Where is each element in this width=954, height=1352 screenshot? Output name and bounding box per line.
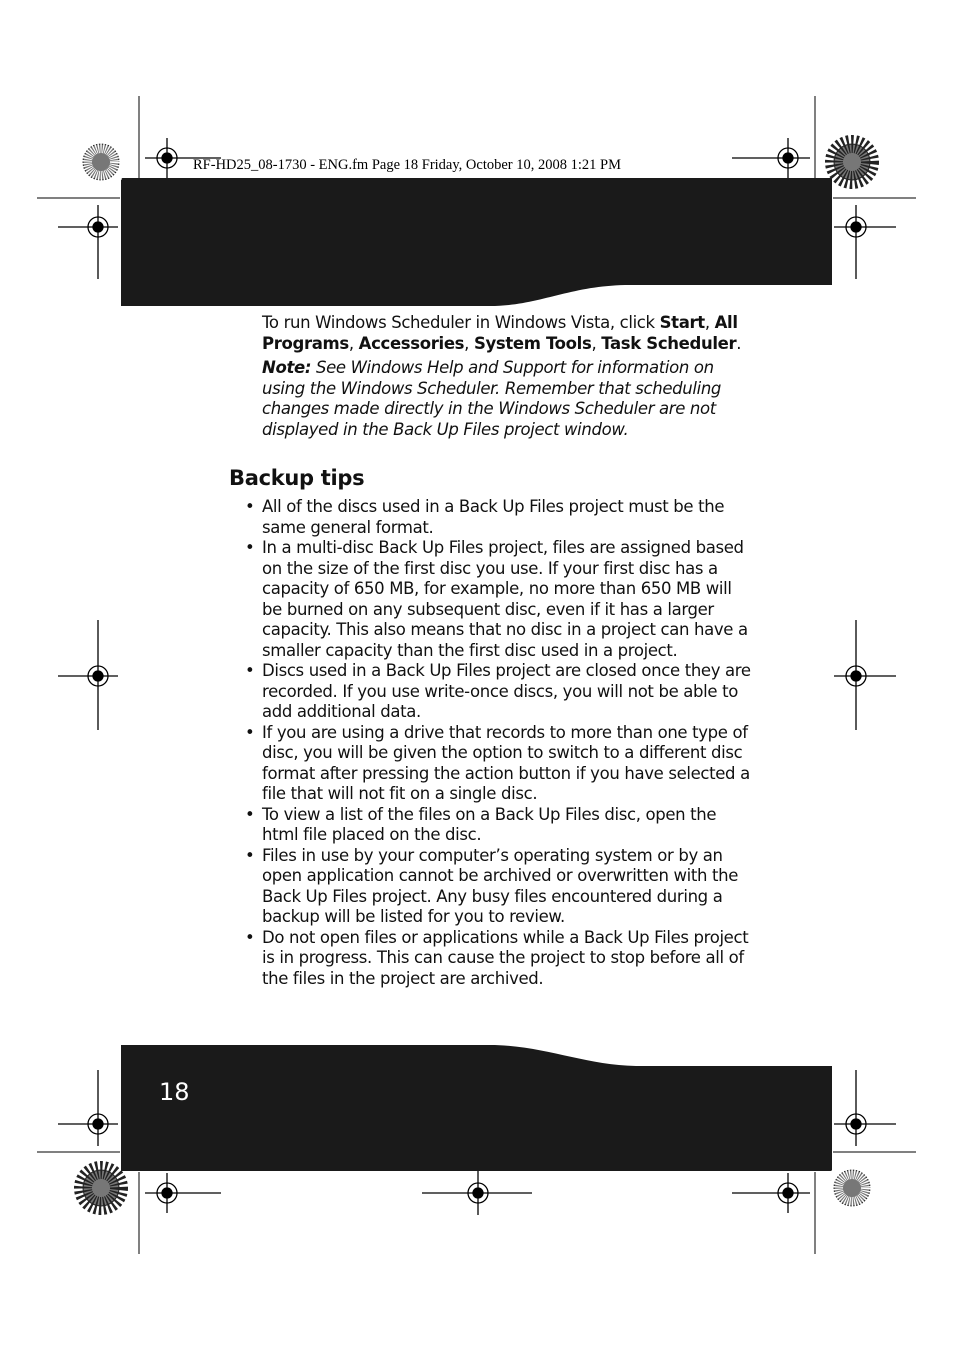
file-info-header: RF-HD25_08-1730 - ENG.fm Page 18 Friday, October 10, 2008 1:21 PM — [193, 157, 621, 173]
tip-text: Do not open files or applications while a Back Up Files project is in progress. This can cause the project to stop before all of the files in the project are archived. — [262, 927, 749, 988]
separator: , — [464, 333, 474, 353]
intro-text: To run Windows Scheduler in Windows Vista, click — [262, 313, 660, 332]
header-band — [121, 178, 832, 306]
separator: , — [704, 313, 715, 332]
tips-list — [245, 497, 752, 989]
tip-text: To view a list of the files on a Back Up Files disc, open the html file placed on the disc. — [262, 804, 717, 844]
bullet-icon: • — [245, 804, 255, 824]
start-term: Start — [659, 313, 705, 332]
bullet-icon: • — [245, 497, 255, 516]
list-item — [245, 927, 752, 990]
section-heading: Backup tips — [229, 466, 365, 490]
bullet-icon: • — [245, 927, 255, 947]
bullet-icon: • — [245, 661, 255, 680]
list-item — [245, 845, 752, 928]
footer-band — [121, 1045, 832, 1171]
bullet-icon: • — [245, 845, 255, 865]
system-tools-term: System Tools — [473, 333, 592, 353]
list-item — [245, 661, 752, 723]
accessories-term: Accessories — [358, 333, 465, 353]
tip-text: Discs used in a Back Up Files project are closed once they are recorded. If you use write-once discs, you will not be able to add additional data. — [262, 661, 751, 721]
list-item — [245, 722, 752, 805]
list-item — [245, 804, 752, 846]
intro-paragraph — [262, 313, 752, 354]
page-number: 18 — [159, 1078, 190, 1106]
all-programs-term: All Programs — [262, 313, 738, 353]
bullet-icon: • — [245, 722, 255, 742]
note-text: See Windows Help and Support for information on using the Windows Scheduler. Remember that scheduling changes made directly in the Windows Scheduler are not displayed in the Back Up Files project window. — [262, 358, 722, 439]
list-item — [245, 538, 752, 661]
note-label: Note: — [262, 358, 312, 377]
separator: , — [348, 333, 359, 353]
separator: , — [591, 333, 602, 353]
tip-text: In a multi-disc Back Up Files project, files are assigned based on the size of the first disc you use. If your first disc has a capacity of 650 MB, for example, no more than 650 MB will be burned on any subsequent disc, even if it has a larger capacity. This also means that no disc in a project can have a smaller capacity than the first disc used in a project. — [262, 538, 748, 660]
intro-section — [262, 313, 752, 440]
period: . — [736, 333, 742, 353]
bullet-icon: • — [245, 538, 255, 557]
tip-text: All of the discs used in a Back Up Files project must be the same general format. — [262, 497, 725, 537]
tip-text: Files in use by your computer’s operating system or by an open application cannot be archived or overwritten with the Back Up Files project. Any busy files encountered during a backup will be listed for you to review. — [262, 845, 738, 926]
tip-text: If you are using a drive that records to more than one type of disc, you will be given the option to switch to a different disc format after pressing the action button if you have selected a file that will not fit on a single disc. — [262, 722, 750, 803]
note-paragraph — [262, 358, 752, 440]
list-item — [245, 497, 752, 538]
task-scheduler-term: Task Scheduler — [601, 333, 737, 353]
